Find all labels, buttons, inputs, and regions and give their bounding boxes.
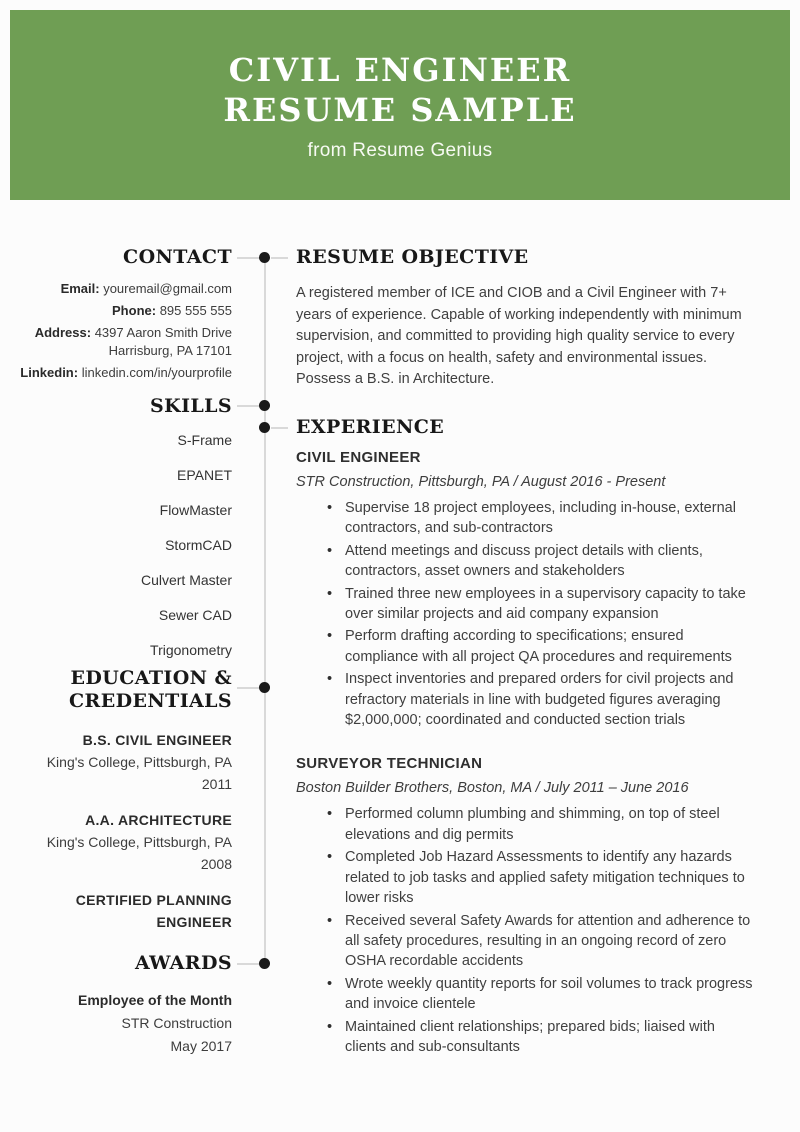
job-entry [296,448,758,730]
email-label: Email: [60,281,100,296]
address-line1: 4397 Aaron Smith Drive [94,325,232,340]
timeline-connector-contact [237,257,259,259]
timeline-dot-contact [259,252,270,263]
bullet-item: • Perform drafting according to specifications; ensured compliance with all project QA procedures and requirements [325,626,758,667]
skill-item: S-Frame [177,432,232,448]
degree-title: B.S. CIVIL ENGINEER [82,732,232,748]
awards-heading: AWARDS [134,952,232,974]
contact-email-row [0,280,232,298]
linkedin-label: Linkedin: [20,365,79,380]
banner-title [10,10,790,130]
award-title: Employee of the Month [78,992,232,1008]
phone-value: 895 555 555 [159,303,232,318]
contact-rows [0,280,232,382]
contact-phone-row [0,302,232,320]
bullet-item: • Received several Safety Awards for attention and adherence to all safety procedures, resulting in an ongoing record of zero OSHA recordable accidents [325,911,758,972]
skills-heading: SKILLS [150,395,232,417]
skill-item: Sewer CAD [158,607,232,623]
award-entry [0,989,232,1058]
skill-item: Culvert Master [140,572,232,588]
degree-school: King's College, Pittsburgh, PA [46,834,232,850]
experience-heading: EXPERIENCE [296,416,445,438]
banner-title-line2: RESUME SAMPLE [223,91,577,129]
contact-linkedin-row [0,364,232,382]
timeline-connector-experience [271,427,288,429]
award-date: May 2017 [170,1038,232,1054]
skill-item: FlowMaster [159,502,232,518]
job-title: CIVIL ENGINEER [296,449,421,466]
skills-section [0,395,232,676]
contact-heading: CONTACT [123,246,232,268]
education-entry [0,809,232,875]
objective-text: A registered member of ICE and CIOB and a Civil Engineer with 7+ years of experience. Capable of working independently with minimum supervision, and committed to providing high quality service to every project, with a focus on health, safety and environmental issues. Possess a B.S. in Architecture. [296,285,742,387]
timeline-connector-skills [237,405,259,407]
skill-item: EPANET [177,467,232,483]
timeline-line [264,258,266,964]
skills-list [0,431,232,660]
degree-school: King's College, Pittsburgh, PA [46,754,232,770]
education-heading-line2: CREDENTIALS [69,690,232,712]
bullet-item: • Performed column plumbing and shimming, on top of steel elevations and dig permits [325,804,758,845]
timeline-dot-skills [259,400,270,411]
resume-body [0,200,800,1132]
degree-year: 2011 [201,776,232,792]
degree-title: A.A. ARCHITECTURE [85,812,232,828]
bullet-item: • Completed Job Hazard Assessments to identify any hazards related to job tasks and applied safety mitigation techniques to lower risks [325,847,758,908]
experience-section [296,416,758,1059]
job-meta: STR Construction, Pittsburgh, PA / August 2016 - Present [296,474,666,490]
phone-label: Phone: [112,303,157,318]
timeline-dot-awards [259,958,270,969]
degree-year: 2008 [200,856,232,872]
bullet-item: • Wrote weekly quantity reports for soil volumes to track progress and invoice clientele [325,974,758,1015]
credential-title: CERTIFIED PLANNING ENGINEER [75,892,232,930]
objective-section [296,246,758,391]
contact-address-row [0,324,232,360]
bullet-item: • Attend meetings and discuss project details with clients, contractors, asset owners and stakeholders [325,541,758,582]
education-entry [0,889,232,933]
bullet-item: • Trained three new employees in a supervisory capacity to take over similar projects and aid company expansion [325,584,758,625]
bullet-item: • Maintained client relationships; prepared bids; liaised with clients and sub-consultants [325,1017,758,1058]
objective-heading: RESUME OBJECTIVE [296,246,529,268]
address-label: Address: [34,325,92,340]
timeline-connector-objective [271,257,288,259]
job-title: SURVEYOR TECHNICIAN [296,755,483,773]
timeline-dot-experience [259,422,270,433]
award-org: STR Construction [121,1015,232,1031]
job-bullet-list [325,498,758,730]
education-heading [0,667,232,713]
skill-item: StormCAD [165,537,232,553]
banner-title-line1: CIVIL ENGINEER [228,51,572,89]
job-entry [296,754,758,1057]
address-line2: Harrisburg, PA 17101 [108,343,232,358]
bullet-item: • Supervise 18 project employees, including in-house, external contractors, and sub-contractors [325,498,758,539]
skill-item: Trigonometry [150,642,232,658]
education-entry [0,729,232,795]
job-bullet-list [325,804,758,1057]
banner [10,10,790,200]
education-section [0,667,232,933]
education-heading-line1: EDUCATION & [70,667,232,689]
awards-section [0,952,232,1058]
timeline-connector-awards [237,963,259,965]
email-value: youremail@gmail.com [103,281,232,296]
timeline-connector-education [237,687,259,689]
bullet-item: • Inspect inventories and prepared orders for civil projects and refractory materials in line with budgeted figures averaging $2,000,000; coordinated and conducted section trials [325,669,758,730]
timeline-dot-education [259,682,270,693]
contact-section [0,246,232,386]
banner-subtitle: from Resume Genius [307,140,493,161]
linkedin-value: linkedin.com/in/yourprofile [81,365,232,380]
job-meta: Boston Builder Brothers, Boston, MA / July 2011 – June 2016 [296,780,689,797]
